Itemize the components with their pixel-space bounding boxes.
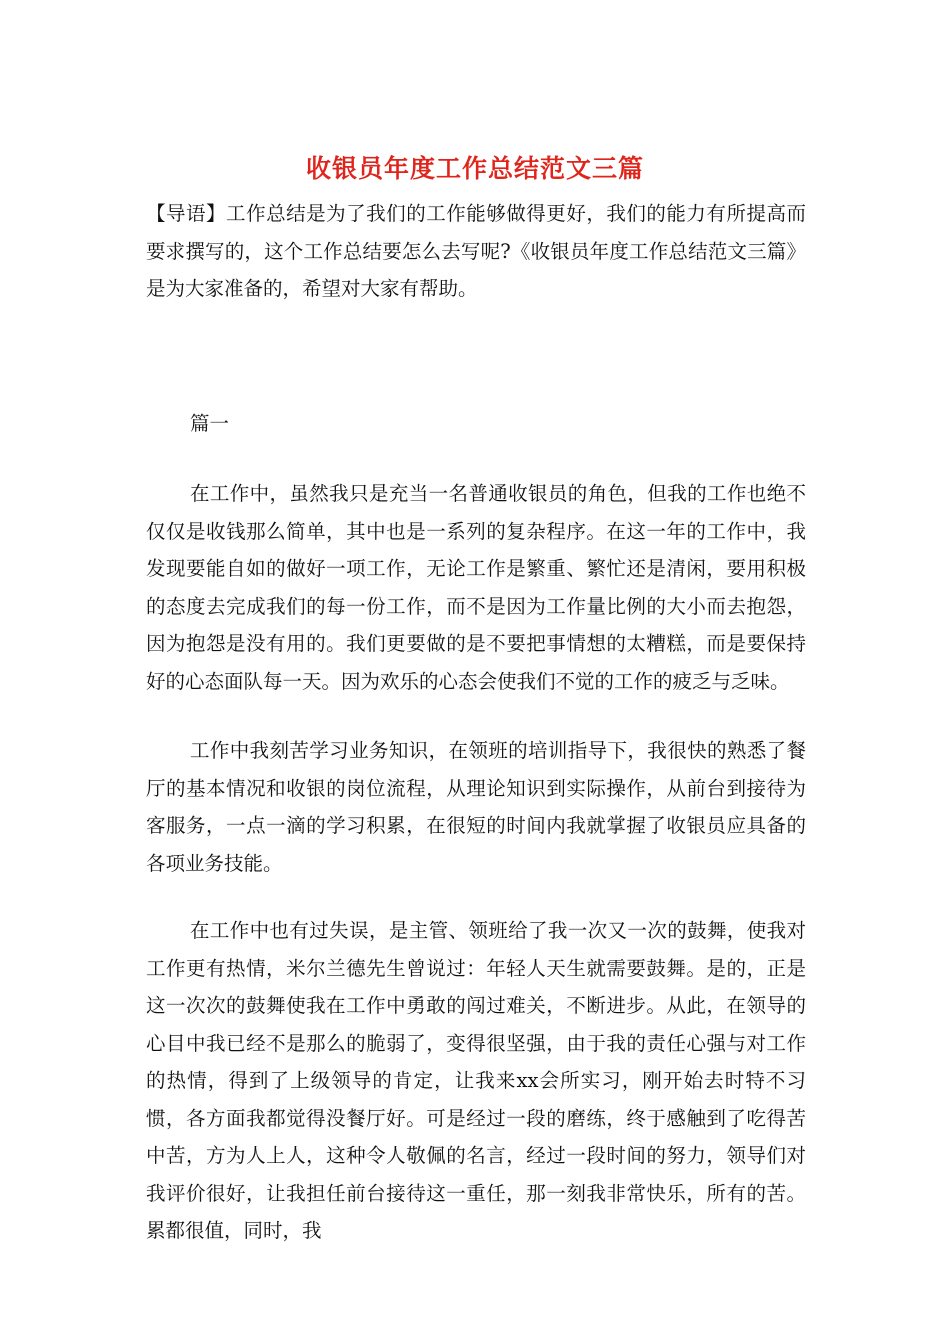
body-paragraph-3: 在工作中也有过失误，是主管、领班给了我一次又一次的鼓舞，使我对工作更有热情，米尔兰德先生曾说过：年轻人天生就需要鼓舞。是的，正是这一次次的鼓舞使我在工作中勇敢的闯过难关，不断进步。从此，在领导的心目中我已经不是那么的脆弱了，变得很坚强，由于我的责任心强与对工作的热情，得到了上级领导的肯定，让我来xx会所实习，刚开始去时特不习惯，各方面我都觉得没餐厅好。可是经过一段的磨练，终于感触到了吃得苦中苦，方为人上人，这种令人敬佩的名言，经过一段时间的努力，领导们对我评价很好，让我担任前台接待这一重任，那一刻我非常快乐，所有的苦。累都很值，同时，我 (146, 919, 806, 1242)
intro-paragraph: 【导语】工作总结是为了我们的工作能够做得更好，我们的能力有所提高而要求撰写的，这个工作总结要怎么去写呢?《收银员年度工作总结范文三篇》是为大家准备的，希望对大家有帮助。 (146, 202, 806, 300)
body-paragraph-1: 在工作中，虽然我只是充当一名普通收银员的角色，但我的工作也绝不仅仅是收钱那么简单，其中也是一系列的复杂程序。在这一年的工作中，我发现要能自如的做好一项工作，无论工作是繁重、繁忙还是清闲，要用积极的态度去完成我们的每一份工作，而不是因为工作量比例的大小而去抱怨，因为抱怨是没有用的。我们更要做的是不要把事情想的太糟糕，而是要保持好的心态面队每一天。因为欢乐的心态会使我们不觉的工作的疲乏与乏味。 (146, 482, 806, 693)
document-title: 收银员年度工作总结范文三篇 (305, 154, 644, 183)
body-paragraph-2: 工作中我刻苦学习业务知识，在领班的培训指导下，我很快的熟悉了餐厅的基本情况和收银的岗位流程，从理论知识到实际操作，从前台到接待为客服务，一点一滴的学习积累，在很短的时间内我就掌握了收银员应具备的各项业务技能。 (146, 739, 806, 875)
section-label: 篇一 (190, 412, 230, 435)
